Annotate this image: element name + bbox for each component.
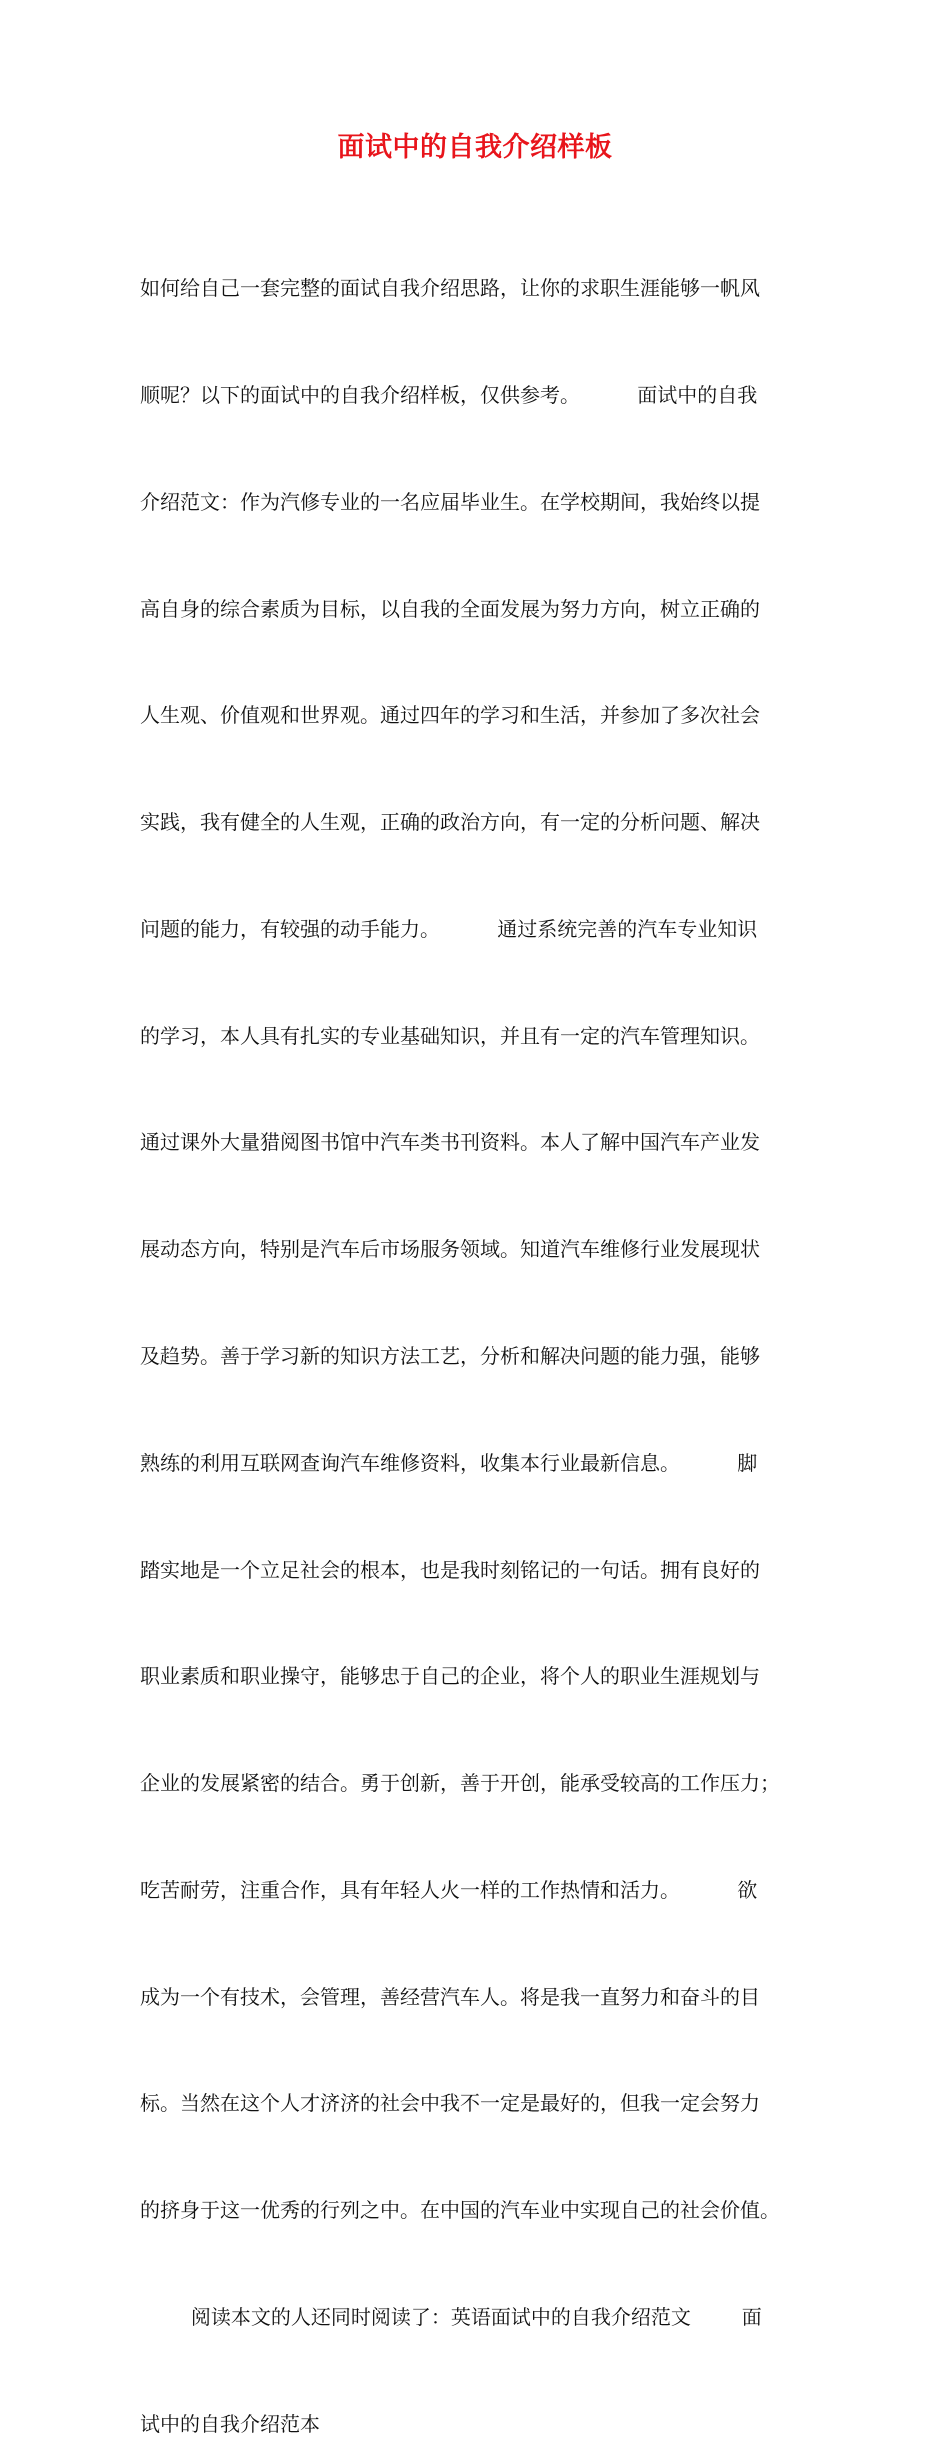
body-line: 踏实地是一个立足社会的根本，也是我时刻铭记的一句话。拥有良好的 <box>140 1557 760 1582</box>
body-line: 的挤身于这一优秀的行列之中。在中国的汽车业中实现自己的社会价值。 <box>140 2198 780 2223</box>
body-line: 的学习，本人具有扎实的专业基础知识，并且有一定的汽车管理知识。 <box>140 1023 760 1048</box>
document-body <box>140 200 830 2460</box>
body-line: 通过课外大量猎阅图书馆中汽车类书刊资料。本人了解中国汽车产业发 <box>140 1130 760 1155</box>
body-line: 如何给自己一套完整的面试自我介绍思路，让你的求职生涯能够一帆风 <box>140 276 760 301</box>
body-line: 成为一个有技术，会管理，善经营汽车人。将是我一直努力和奋斗的目 <box>140 1984 760 2009</box>
body-line: 熟练的利用互联网查询汽车维修资料，收集本行业最新信息。 脚 <box>140 1450 758 1475</box>
body-line: 高自身的综合素质为目标，以自我的全面发展为努力方向，树立正确的 <box>140 596 760 621</box>
body-line: 顺呢？以下的面试中的自我介绍样板，仅供参考。 面试中的自我 <box>140 382 758 407</box>
body-line: 标。当然在这个人才济济的社会中我不一定是最好的，但我一定会努力 <box>140 2091 760 2116</box>
body-line: 吃苦耐劳，注重合作，具有年轻人火一样的工作热情和活力。 欲 <box>140 1877 758 1902</box>
body-line: 展动态方向，特别是汽车后市场服务领域。知道汽车维修行业发展现状 <box>140 1237 760 1262</box>
body-line: 及趋势。善于学习新的知识方法工艺，分析和解决问题的能力强，能够 <box>140 1344 760 1368</box>
body-line: 企业的发展紧密的结合。勇于创新，善于开创，能承受较高的工作压力； <box>140 1771 780 1796</box>
body-line: 介绍范文：作为汽修专业的一名应届毕业生。在学校期间，我始终以提 <box>140 489 760 514</box>
body-line: 实践，我有健全的人生观，正确的政治方向，有一定的分析问题、解决 <box>140 810 760 835</box>
document-title: 面试中的自我介绍样板 <box>337 132 613 163</box>
body-line: 职业素质和职业操守，能够忠于自己的企业，将个人的职业生涯规划与 <box>140 1664 760 1689</box>
body-line: 问题的能力，有较强的动手能力。 通过系统完善的汽车专业知识 <box>140 916 758 941</box>
body-line: 阅读本文的人还同时阅读了：英语面试中的自我介绍范文 面 <box>140 2305 762 2330</box>
body-line: 人生观、价值观和世界观。通过四年的学习和生活，并参加了多次社会 <box>140 703 760 728</box>
body-line: 试中的自我介绍范本 <box>140 2411 320 2436</box>
